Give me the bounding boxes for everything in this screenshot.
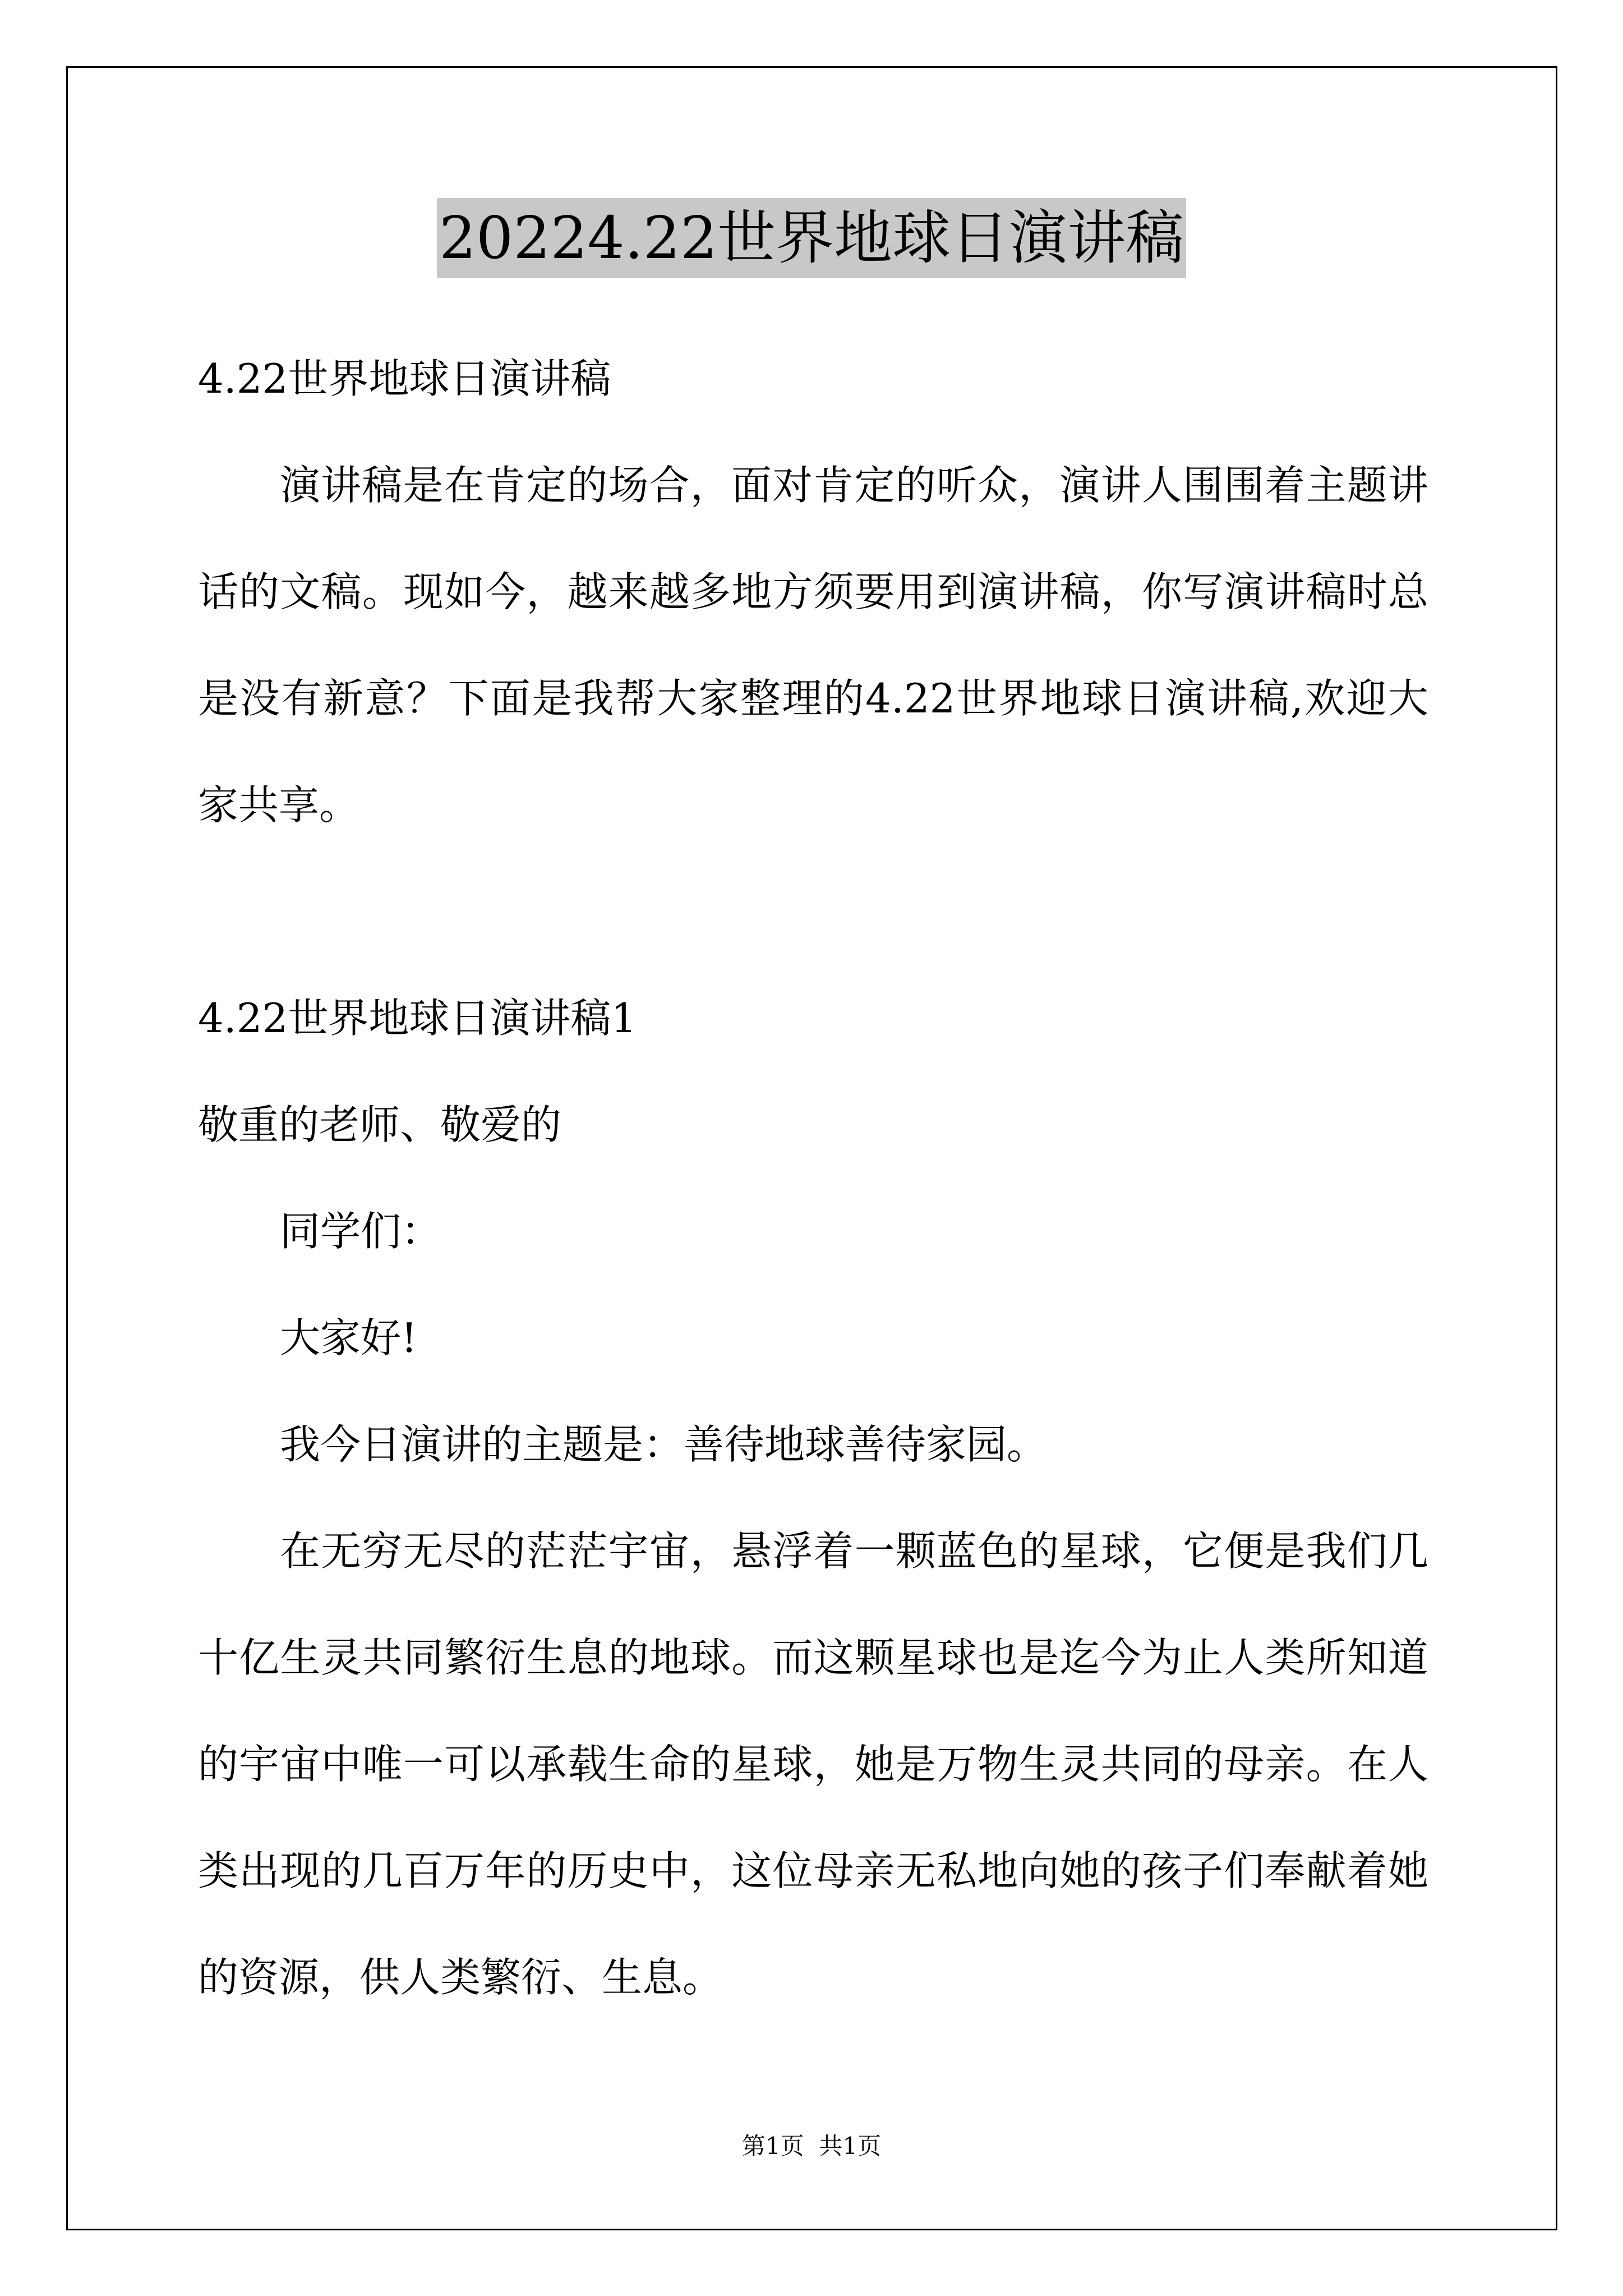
- salutation: [198, 1071, 1428, 1178]
- paragraph-line: 大家好!: [280, 1314, 417, 1361]
- greeting: [198, 1285, 1428, 1391]
- title-row: [0, 198, 1623, 278]
- intro-paragraph: [198, 432, 1428, 858]
- paragraph-line: 敬重的老师、敬爱的: [198, 1101, 562, 1148]
- paragraph-line: 话的文稿。现如今，越来越多地方须要用到演讲稿，你写演讲稿时总: [198, 568, 1428, 615]
- paragraph-line: 的资源，供人类繁衍、生息。: [198, 1954, 723, 2001]
- paragraph-line: 我今日演讲的主题是：善待地球善待家园。: [280, 1421, 1048, 1468]
- salutation-continued: [198, 1178, 1428, 1285]
- section-heading: [198, 965, 1428, 1071]
- document-title: 20224.22世界地球日演讲稿: [437, 198, 1186, 278]
- document-body: [198, 325, 1428, 2031]
- paragraph-line: 4.22世界地球日演讲稿: [198, 355, 611, 402]
- body-paragraph: [198, 1498, 1428, 2031]
- paragraph-line: 类出现的几百万年的历史中，这位母亲无私地向她的孩子们奉献着她: [198, 1847, 1428, 1894]
- intro-heading: [198, 325, 1428, 432]
- speech-topic: [198, 1391, 1428, 1498]
- paragraph-line: 演讲稿是在肯定的场合，面对肯定的听众，演讲人围围着主题讲: [280, 462, 1428, 509]
- paragraph-line: 是没有新意？下面是我帮大家整理的4.22世界地球日演讲稿,欢迎大: [198, 675, 1428, 722]
- paragraph-line: 的宇宙中唯一可以承载生命的星球，她是万物生灵共同的母亲。在人: [198, 1741, 1428, 1788]
- paragraph-line: 家共享。: [198, 781, 360, 829]
- page-footer: 第1页 共1页: [741, 2132, 882, 2160]
- paragraph-line: 十亿生灵共同繁衍生息的地球。而这颗星球也是迄今为止人类所知道: [198, 1634, 1428, 1681]
- paragraph-line: 4.22世界地球日演讲稿1: [198, 995, 637, 1042]
- paragraph-line: 在无穷无尽的茫茫宇宙，悬浮着一颗蓝色的星球，它便是我们几: [280, 1527, 1428, 1575]
- paragraph-line: 同学们：: [280, 1208, 442, 1255]
